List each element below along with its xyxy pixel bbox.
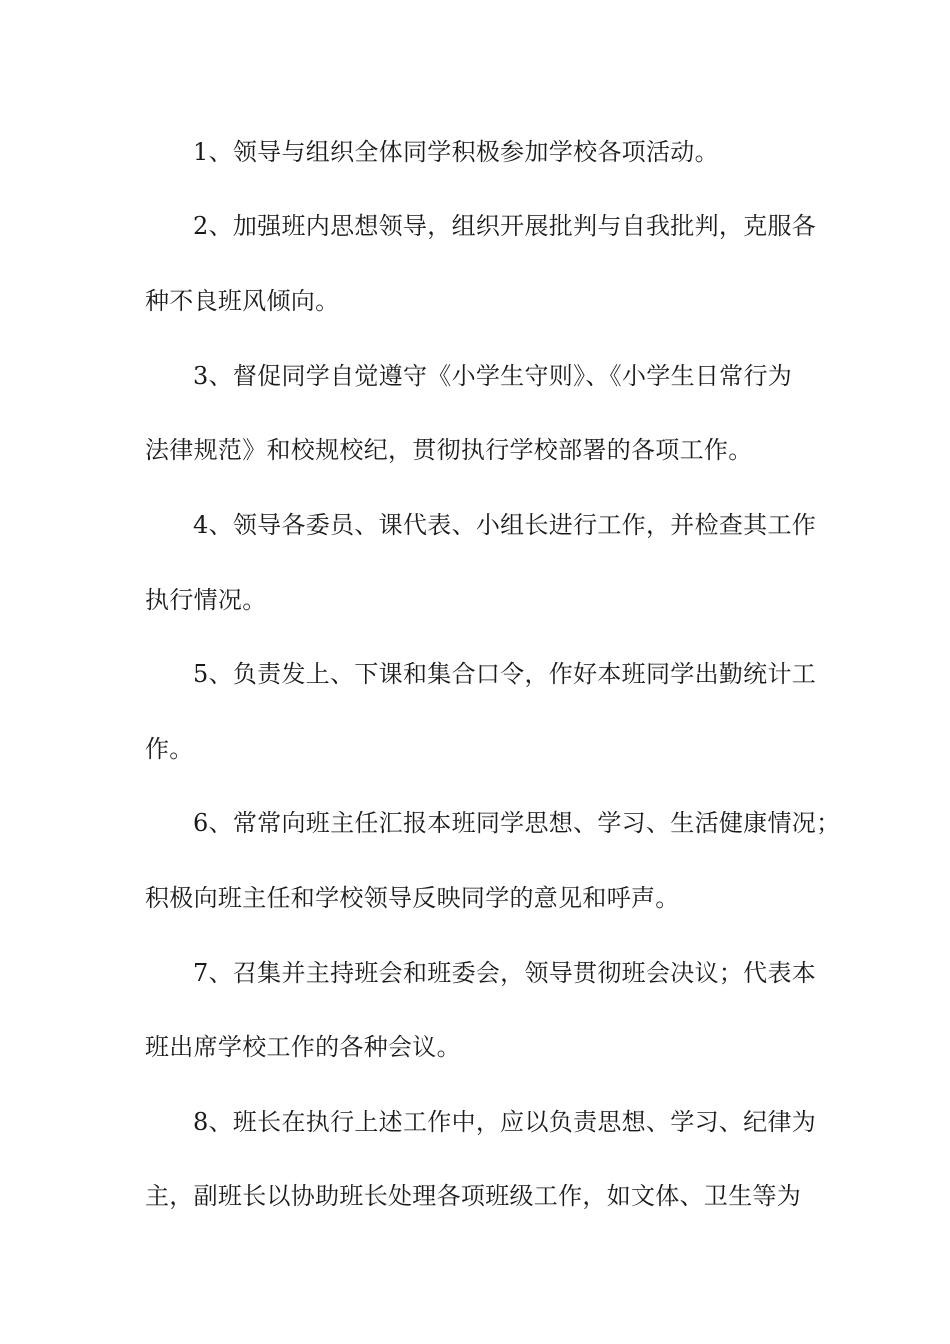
paragraph-7-line-1: 7、召集并主持班会和班委会，领导贯彻班会决议；代表本 (193, 959, 817, 987)
paragraph-4-line-2: 执行情况。 (145, 586, 267, 614)
paragraph-5-line-1: 5、负责发上、下课和集合口令，作好本班同学出勤统计工 (193, 660, 817, 688)
paragraph-1-line-1: 1、领导与组织全体同学积极参加学校各项活动。 (193, 138, 719, 166)
paragraph-8-line-2: 主，副班长以协助班长处理各项班级工作，如文体、卫生等为 (145, 1182, 802, 1210)
paragraph-2-line-1: 2、加强班内思想领导，组织开展批判与自我批判，克服各 (193, 212, 817, 240)
paragraph-2-line-2: 种不良班风倾向。 (145, 287, 340, 315)
paragraph-3-line-1: 3、督促同学自觉遵守《小学生守则》、《小学生日常行为 (193, 362, 793, 390)
paragraph-6-line-1: 6、常常向班主任汇报本班同学思想、学习、生活健康情况； (193, 809, 841, 837)
paragraph-5-line-2: 作。 (145, 735, 194, 763)
paragraph-3-line-2: 法律规范》和校规校纪，贯彻执行学校部署的各项工作。 (145, 436, 753, 464)
paragraph-4-line-1: 4、领导各委员、课代表、小组长进行工作，并检查其工作 (193, 511, 817, 539)
paragraph-6-line-2: 积极向班主任和学校领导反映同学的意见和呼声。 (145, 884, 680, 912)
paragraph-7-line-2: 班出席学校工作的各种会议。 (145, 1033, 461, 1061)
paragraph-8-line-1: 8、班长在执行上述工作中，应以负责思想、学习、纪律为 (193, 1108, 817, 1136)
